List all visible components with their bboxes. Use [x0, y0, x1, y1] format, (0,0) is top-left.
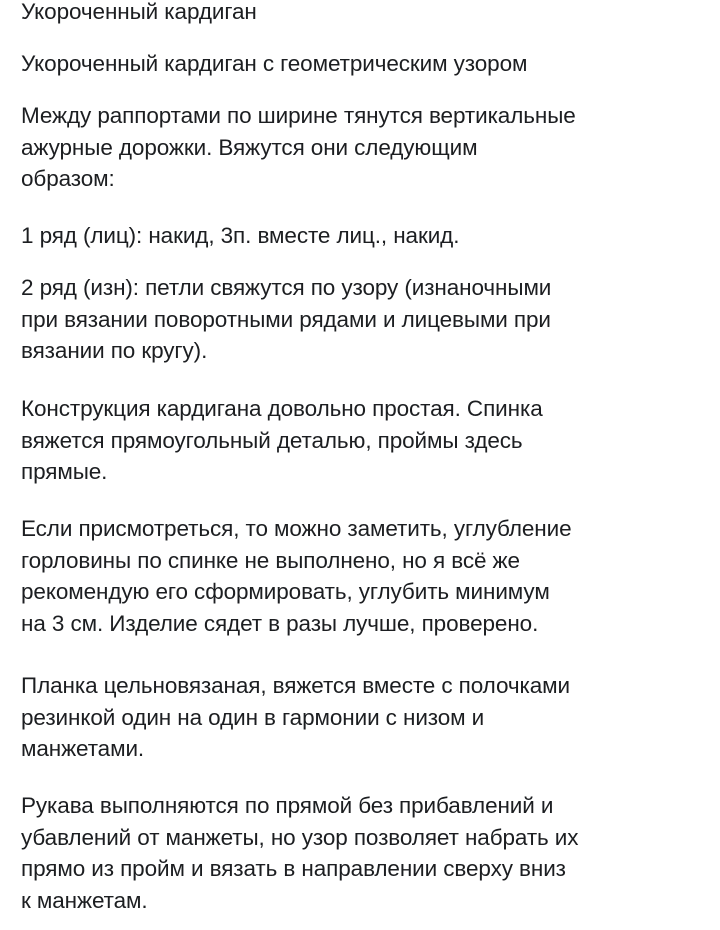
text-line: вязании по кругу). [21, 338, 208, 363]
text-line: 1 ряд (лиц): накид, 3п. вместе лиц., накид. [21, 223, 460, 248]
text-line: резинкой один на один в гармонии с низом и [21, 704, 485, 730]
paragraph-row-1 [21, 220, 706, 252]
text-line: образом: [21, 166, 115, 191]
text-line: Рукава выполняются по прямой без прибавлений и [21, 793, 554, 818]
text-line: Планка цельновязаная, вяжется вместе с полочками [21, 673, 570, 698]
text-line: ажурные дорожки. Вяжутся они следующим [21, 134, 478, 160]
text-line: Конструкция кардигана довольно простая. Спинка [21, 396, 543, 421]
paragraph-openwork-tracks [21, 100, 706, 195]
text-line: к манжетам. [21, 887, 148, 913]
text-line: убавлений от манжеты, но узор позволяет набрать их [21, 824, 579, 850]
text-line: Между раппортами по ширине тянутся вертикальные [21, 103, 576, 128]
post-subtitle: Укороченный кардиган с геометрическим узором [21, 51, 528, 76]
text-line: Если присмотреться, то можно заметить, углубление [21, 516, 572, 541]
text-line: горловины по спинке не выполнено, но я всё же [21, 547, 520, 573]
text-line: вяжется прямоугольный деталью, проймы здесь [21, 427, 523, 453]
paragraph-button-band [21, 670, 706, 765]
paragraph-neckline [21, 513, 706, 639]
text-line: при вязании поворотными рядами и лицевыми при [21, 306, 551, 332]
post-title: Укороченный кардиган [21, 0, 257, 24]
paragraph-row-2 [21, 272, 706, 367]
text-line: 2 ряд (изн): петли свяжутся по узору (изнаночными [21, 275, 552, 300]
paragraph-construction [21, 393, 706, 488]
paragraph-sleeves [21, 790, 706, 916]
text-line: манжетами. [21, 736, 145, 761]
text-line: прямо из пройм и вязать в направлении сверху вниз [21, 856, 566, 881]
text-line: прямые. [21, 459, 108, 484]
text-line: на 3 см. Изделие сядет в разы лучше, проверено. [21, 610, 539, 636]
text-line: рекомендую его сформировать, углубить минимум [21, 579, 550, 604]
